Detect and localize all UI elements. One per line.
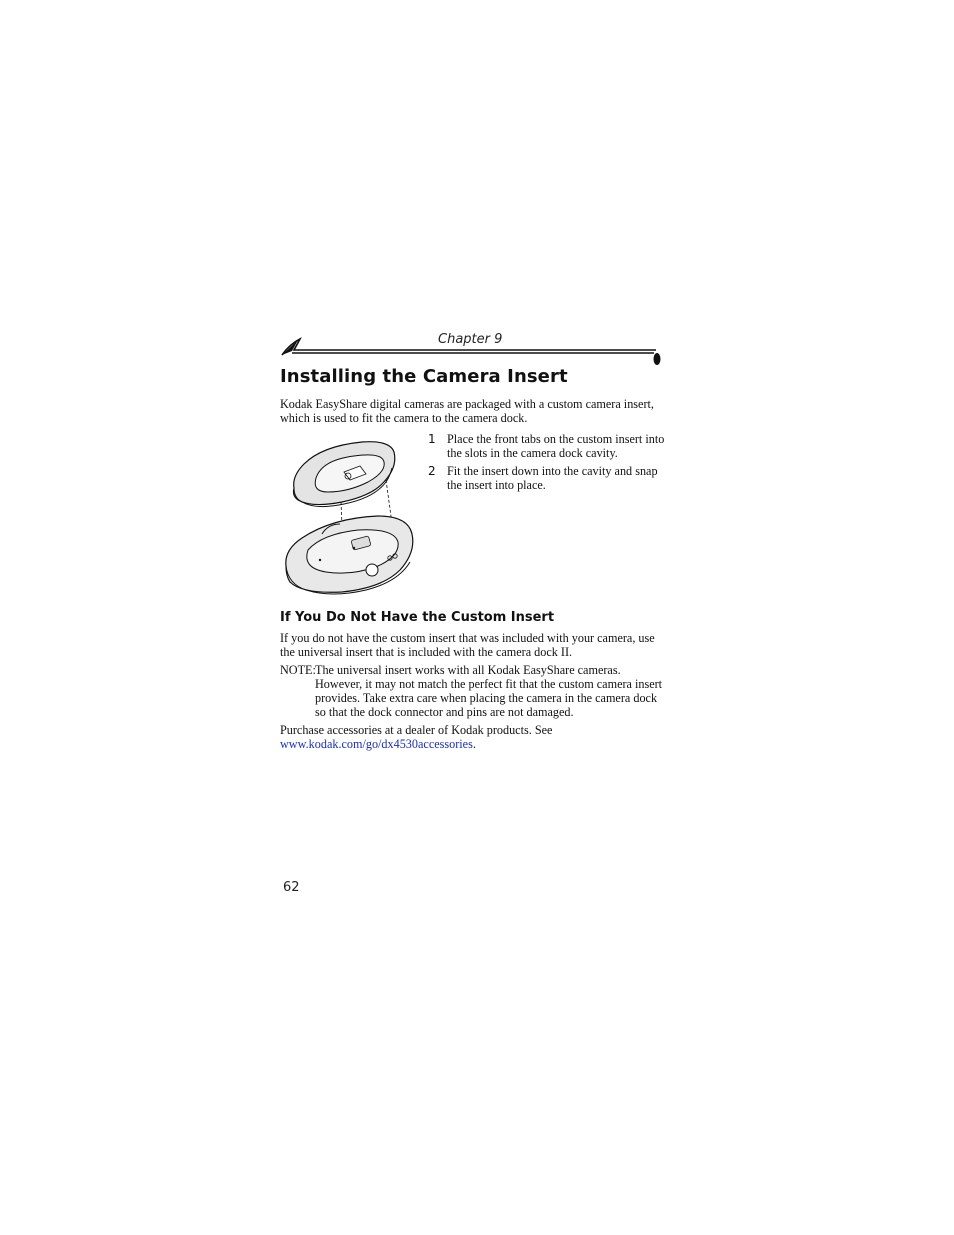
universal-insert-paragraph: If you do not have the custom insert that was included with your camera, use the universal insert that is included with the camera dock II. xyxy=(280,631,655,659)
list-item xyxy=(428,464,668,492)
page-title: Installing the Camera Insert xyxy=(280,366,568,387)
link-suffix: . xyxy=(472,737,476,751)
step-number: 1 xyxy=(428,432,436,446)
purchase-paragraph xyxy=(280,723,670,751)
note-block xyxy=(280,663,670,719)
camera-dock-insert-illustration-icon xyxy=(282,438,422,598)
subsection-title: If You Do Not Have the Custom Insert xyxy=(280,610,555,625)
header-rule-icon xyxy=(280,336,664,366)
chapter-label: Chapter 9 xyxy=(438,332,503,347)
step-text: Place the front tabs on the custom insert into the slots in the camera dock cavity. xyxy=(447,432,665,460)
note-label: NOTE: xyxy=(280,663,316,677)
page-number: 62 xyxy=(283,880,300,895)
list-item xyxy=(428,432,668,460)
note-text: The universal insert works with all Kodak EasyShare cameras. However, it may not match the perfect fit that the custom camera insert provides. Take extra care when placing the camera in the camera dock so that the dock connector and pins are not damaged. xyxy=(315,663,663,719)
step-text: Fit the insert down into the cavity and snap the insert into place. xyxy=(447,464,658,492)
purchase-text: Purchase accessories at a dealer of Kodak products. See xyxy=(280,723,553,737)
accessories-link[interactable]: www.kodak.com/go/dx4530accessories xyxy=(280,737,473,751)
steps-list xyxy=(428,432,668,496)
intro-paragraph: Kodak EasyShare digital cameras are packaged with a custom camera insert, which is used to fit the camera to the camera dock. xyxy=(280,397,654,425)
step-number: 2 xyxy=(428,464,436,478)
